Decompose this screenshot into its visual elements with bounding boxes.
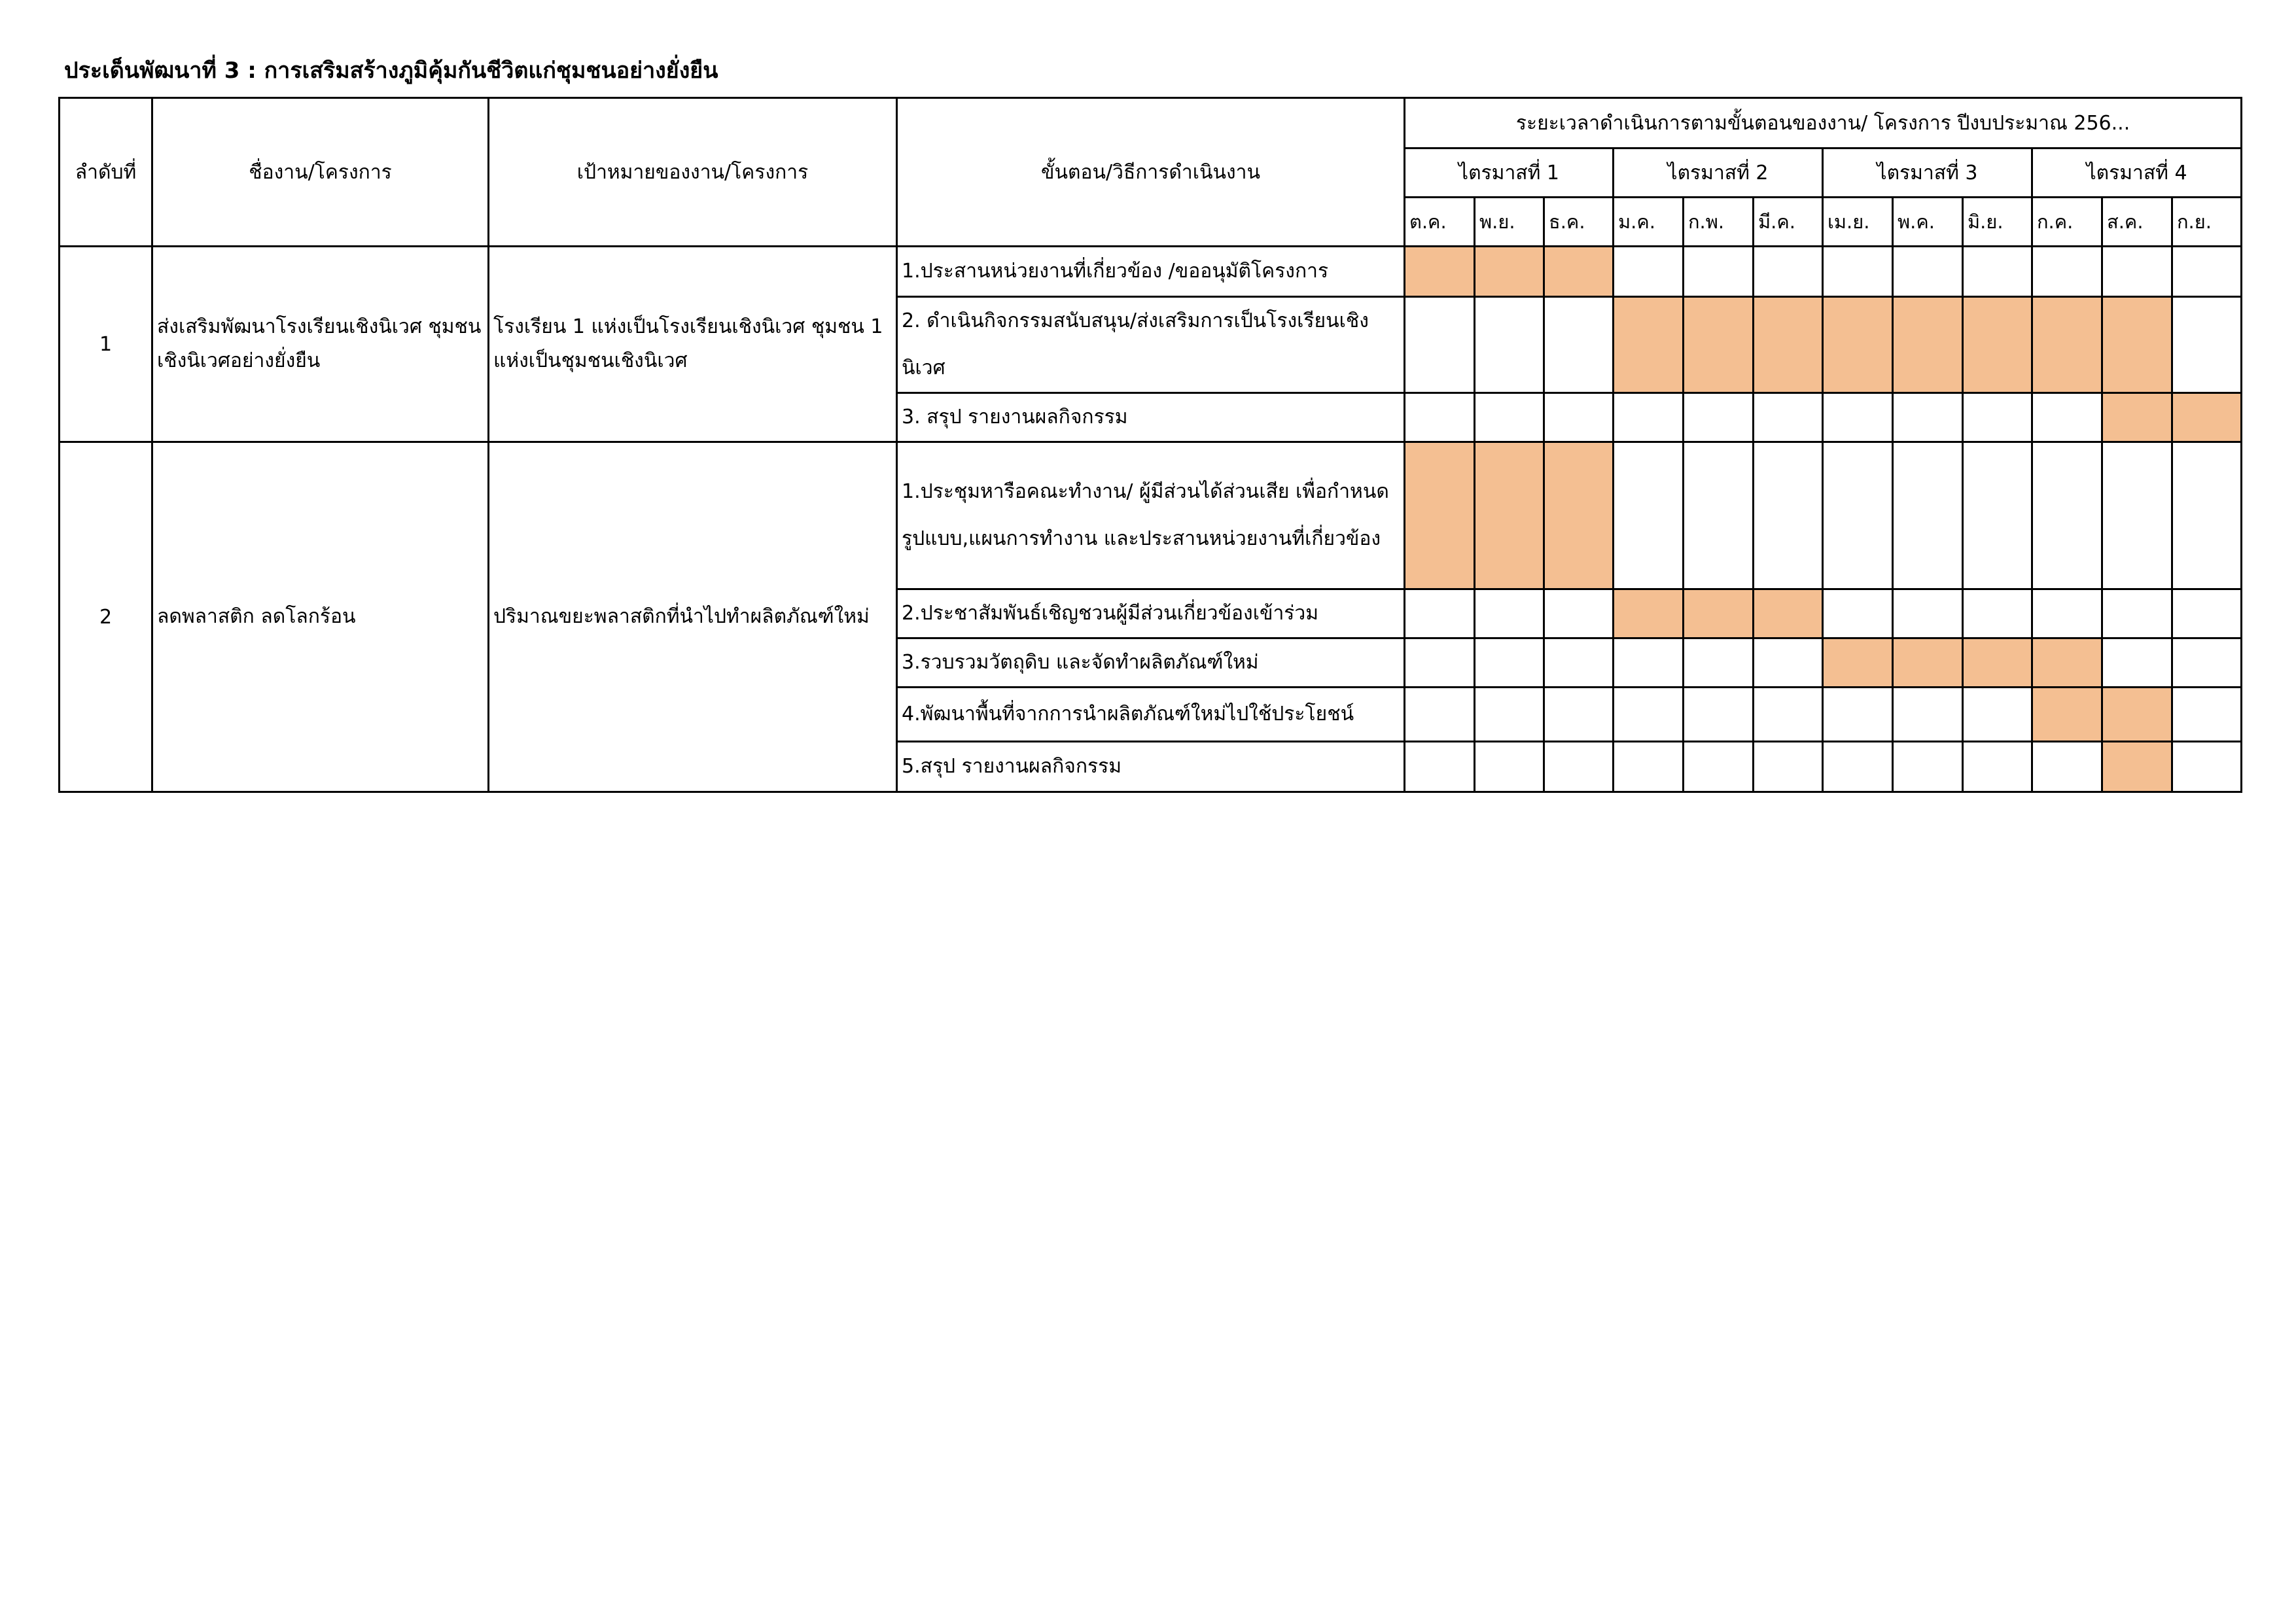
month-cell-empty	[2102, 638, 2172, 688]
month-cell-active	[1475, 247, 1544, 297]
quarter-header: ไตรมาสที่ 3	[1823, 148, 2032, 198]
month-cell-empty	[1405, 742, 1475, 792]
month-cell-empty	[1963, 742, 2032, 792]
header-steps: ขั้นตอน/วิธีการดำเนินงาน	[897, 98, 1405, 247]
month-cell-empty	[1614, 742, 1684, 792]
month-cell-active	[2102, 393, 2172, 442]
month-header: พ.ค.	[1893, 198, 1963, 247]
month-cell-empty	[1614, 442, 1684, 589]
month-cell-empty	[1823, 393, 1893, 442]
month-cell-empty	[1684, 247, 1754, 297]
month-cell-empty	[1544, 297, 1614, 393]
schedule-body	[60, 247, 2242, 792]
step-row	[60, 442, 2242, 589]
month-cell-empty	[1963, 589, 2032, 638]
header-project-name: ชื่องาน/โครงการ	[152, 98, 489, 247]
month-cell-active	[1893, 638, 1963, 688]
page-title: ประเด็นพัฒนาที่ 3 : การเสริมสร้างภูมิคุ้มกันชีวิตแก่ชุมชนอย่างยั่งยืน	[64, 58, 718, 84]
month-cell-empty	[1823, 247, 1893, 297]
header-no: ลำดับที่	[60, 98, 152, 247]
step-description: 1.ประสานหน่วยงานที่เกี่ยวข้อง /ขออนุมัติโครงการ	[897, 247, 1405, 297]
month-cell-empty	[2172, 297, 2242, 393]
project-goal: ปริมาณขยะพลาสติกที่นำไปทำผลิตภัณฑ์ใหม่	[489, 442, 897, 792]
month-cell-empty	[1823, 742, 1893, 792]
month-cell-empty	[1475, 688, 1544, 742]
month-cell-empty	[1475, 297, 1544, 393]
month-cell-active	[2032, 638, 2102, 688]
month-header: ธ.ค.	[1544, 198, 1614, 247]
month-cell-active	[2032, 688, 2102, 742]
month-cell-empty	[1893, 589, 1963, 638]
month-cell-empty	[1405, 638, 1475, 688]
month-cell-empty	[1614, 688, 1684, 742]
month-cell-active	[1963, 297, 2032, 393]
month-cell-active	[1823, 638, 1893, 688]
step-description: 3. สรุป รายงานผลกิจกรรม	[897, 393, 1405, 442]
month-cell-empty	[1893, 688, 1963, 742]
month-cell-empty	[2172, 247, 2242, 297]
month-cell-active	[1754, 589, 1823, 638]
month-cell-active	[1544, 247, 1614, 297]
month-cell-active	[1684, 589, 1754, 638]
month-cell-empty	[1405, 297, 1475, 393]
month-cell-empty	[1405, 589, 1475, 638]
month-cell-empty	[1684, 638, 1754, 688]
month-cell-empty	[2172, 442, 2242, 589]
month-cell-active	[1893, 297, 1963, 393]
step-description: 3.รวบรวมวัตถุดิบ และจัดทำผลิตภัณฑ์ใหม่	[897, 638, 1405, 688]
month-cell-empty	[2032, 247, 2102, 297]
month-header: มี.ค.	[1754, 198, 1823, 247]
month-cell-empty	[1544, 589, 1614, 638]
month-header: ต.ค.	[1405, 198, 1475, 247]
project-schedule-table	[58, 97, 2242, 793]
step-row	[60, 247, 2242, 297]
month-cell-empty	[1544, 688, 1614, 742]
month-cell-active	[2032, 297, 2102, 393]
month-cell-empty	[1405, 393, 1475, 442]
month-header: เม.ย.	[1823, 198, 1893, 247]
month-cell-active	[1405, 247, 1475, 297]
month-header: ก.พ.	[1684, 198, 1754, 247]
project-number: 2	[60, 442, 152, 792]
month-cell-empty	[1754, 742, 1823, 792]
month-cell-active	[2102, 742, 2172, 792]
month-cell-active	[1614, 589, 1684, 638]
month-cell-empty	[1893, 393, 1963, 442]
month-cell-empty	[1544, 638, 1614, 688]
month-cell-active	[1544, 442, 1614, 589]
month-header: ส.ค.	[2102, 198, 2172, 247]
month-cell-empty	[1893, 742, 1963, 792]
month-cell-empty	[1684, 442, 1754, 589]
step-description: 5.สรุป รายงานผลกิจกรรม	[897, 742, 1405, 792]
step-description: 4.พัฒนาพื้นที่จากการนำผลิตภัณฑ์ใหม่ไปใช้ประโยชน์	[897, 688, 1405, 742]
month-header: ก.ย.	[2172, 198, 2242, 247]
month-cell-empty	[1754, 442, 1823, 589]
month-cell-empty	[2032, 589, 2102, 638]
month-cell-active	[2102, 297, 2172, 393]
month-cell-active	[1405, 442, 1475, 589]
month-cell-empty	[1405, 688, 1475, 742]
month-cell-empty	[1475, 638, 1544, 688]
project-goal: โรงเรียน 1 แห่งเป็นโรงเรียนเชิงนิเวศ ชุมชน 1 แห่งเป็นชุมชนเชิงนิเวศ	[489, 247, 897, 442]
month-cell-empty	[1544, 393, 1614, 442]
month-cell-active	[1614, 297, 1684, 393]
month-header: พ.ย.	[1475, 198, 1544, 247]
month-cell-empty	[1614, 393, 1684, 442]
month-cell-empty	[1475, 589, 1544, 638]
month-cell-empty	[1893, 247, 1963, 297]
quarter-header: ไตรมาสที่ 4	[2032, 148, 2242, 198]
month-cell-empty	[1684, 688, 1754, 742]
month-cell-empty	[1823, 589, 1893, 638]
month-cell-active	[1754, 297, 1823, 393]
month-cell-empty	[2102, 442, 2172, 589]
month-cell-empty	[1684, 742, 1754, 792]
project-name: ส่งเสริมพัฒนาโรงเรียนเชิงนิเวศ ชุมชนเชิงนิเวศอย่างยั่งยืน	[152, 247, 489, 442]
month-cell-empty	[1823, 442, 1893, 589]
month-cell-active	[1475, 442, 1544, 589]
month-cell-empty	[1614, 247, 1684, 297]
month-cell-empty	[1963, 688, 2032, 742]
month-cell-empty	[2172, 589, 2242, 638]
month-cell-empty	[1963, 393, 2032, 442]
month-cell-active	[2172, 393, 2242, 442]
month-cell-empty	[2032, 393, 2102, 442]
month-header: ก.ค.	[2032, 198, 2102, 247]
month-cell-empty	[1754, 638, 1823, 688]
month-cell-empty	[1754, 688, 1823, 742]
month-cell-empty	[2172, 638, 2242, 688]
header-row	[60, 98, 2242, 148]
month-cell-empty	[1893, 442, 1963, 589]
month-cell-empty	[2172, 742, 2242, 792]
month-cell-empty	[1475, 393, 1544, 442]
project-number: 1	[60, 247, 152, 442]
month-cell-empty	[1684, 393, 1754, 442]
step-description: 2.ประชาสัมพันธ์เชิญชวนผู้มีส่วนเกี่ยวข้องเข้าร่วม	[897, 589, 1405, 638]
quarter-header: ไตรมาสที่ 1	[1405, 148, 1614, 198]
month-cell-active	[2102, 688, 2172, 742]
month-cell-empty	[2172, 688, 2242, 742]
month-cell-empty	[1754, 393, 1823, 442]
month-cell-empty	[1963, 442, 2032, 589]
month-cell-empty	[2032, 742, 2102, 792]
step-description: 2. ดำเนินกิจกรรมสนับสนุน/ส่งเสริมการเป็นโรงเรียนเชิงนิเวศ	[897, 297, 1405, 393]
quarter-header: ไตรมาสที่ 2	[1614, 148, 1823, 198]
month-cell-empty	[1544, 742, 1614, 792]
month-cell-empty	[2102, 589, 2172, 638]
project-name: ลดพลาสติก ลดโลกร้อน	[152, 442, 489, 792]
month-header: มิ.ย.	[1963, 198, 2032, 247]
month-cell-active	[1823, 297, 1893, 393]
month-cell-empty	[2032, 442, 2102, 589]
month-cell-empty	[2102, 247, 2172, 297]
month-cell-empty	[1754, 247, 1823, 297]
month-cell-empty	[1614, 638, 1684, 688]
header-period: ระยะเวลาดำเนินการตามขั้นตอนของงาน/ โครงการ ปีงบประมาณ 256...	[1405, 98, 2242, 148]
month-cell-active	[1684, 297, 1754, 393]
month-cell-empty	[1475, 742, 1544, 792]
month-header: ม.ค.	[1614, 198, 1684, 247]
header-goal: เป้าหมายของงาน/โครงการ	[489, 98, 897, 247]
month-cell-empty	[1823, 688, 1893, 742]
month-cell-empty	[1963, 247, 2032, 297]
month-cell-active	[1963, 638, 2032, 688]
step-description: 1.ประชุมหารือคณะทำงาน/ ผู้มีส่วนได้ส่วนเสีย เพื่อกำหนดรูปแบบ,แผนการทำงาน และประสานหน่วยงานที่เกี่ยวข้อง	[897, 442, 1405, 589]
